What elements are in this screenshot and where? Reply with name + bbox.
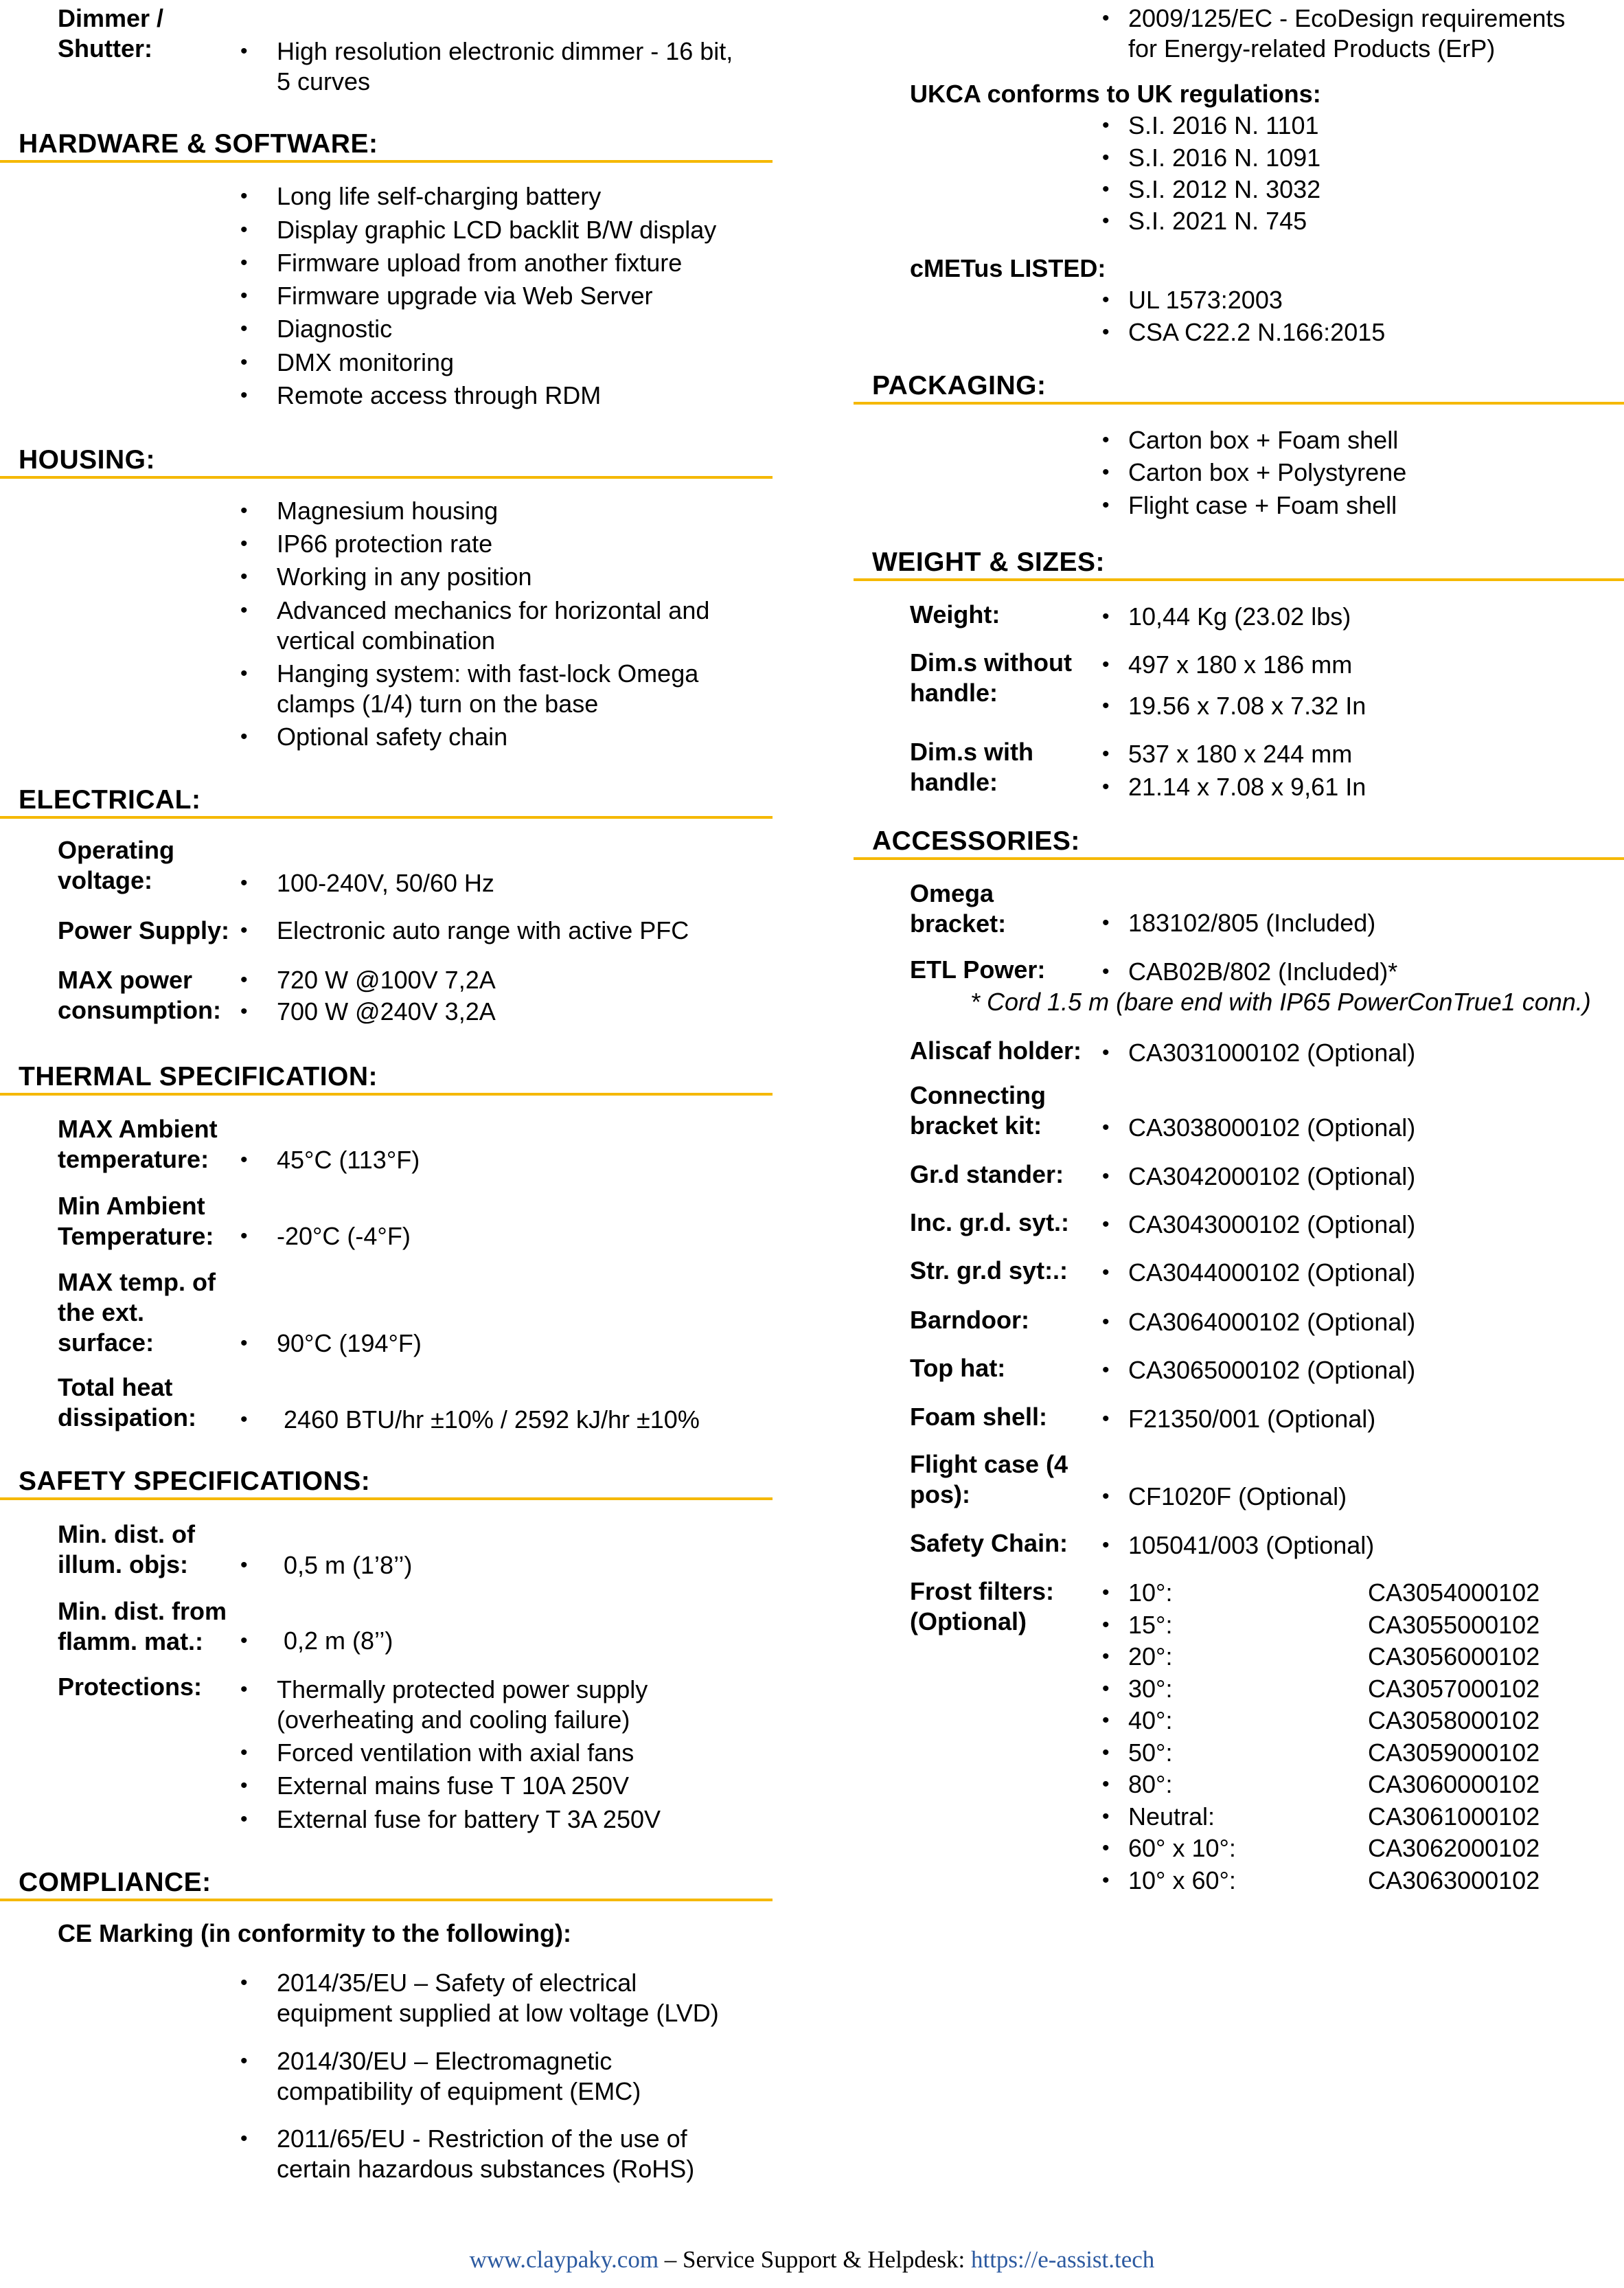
frost-name: 15°: [1128,1610,1173,1639]
section-title: SAFETY SPECIFICATIONS: [19,1466,371,1496]
section-rule [854,578,1624,581]
bullet-icon: • [240,317,248,340]
list-item: 720 W @100V 7,2A [277,966,496,994]
footer-site-link[interactable]: www.claypaky.com [469,2246,659,2273]
bullet-icon: • [240,1148,248,1171]
bullet-icon: • [1102,1613,1110,1636]
frost-name: Neutral: [1128,1802,1215,1831]
bullet-icon: • [240,1629,248,1652]
row-label: Min. dist. of illum. objs: [58,1520,195,1578]
list-item: S.I. 2012 N. 3032 [1128,175,1321,203]
list-item: 19.56 x 7.08 x 7.32 In [1128,692,1366,720]
row-label: Connecting bracket kit: [910,1081,1046,1140]
bullet-icon: • [1102,1213,1110,1236]
bullet-icon: • [240,969,248,991]
list-item: -20°C (-4°F) [277,1222,411,1250]
row-label: Inc. gr.d. syt.: [910,1208,1070,1236]
bullet-icon: • [1102,7,1110,30]
row-label: Safety Chain: [910,1529,1068,1557]
bullet-icon: • [240,1971,248,1994]
bullet-icon: • [240,185,248,207]
footer-helpdesk-link[interactable]: https://e-assist.tech [970,2246,1155,2273]
bullet-icon: • [240,1808,248,1831]
list-item: External fuse for battery T 3A 250V [277,1805,661,1833]
frost-code: CA3056000102 [1368,1642,1540,1670]
bullet-icon: • [240,532,248,555]
bullet-icon: • [1102,1645,1110,1668]
list-item: CF1020F (Optional) [1128,1482,1347,1510]
frost-name: 50°: [1128,1738,1173,1767]
section-title: HOUSING: [19,445,155,475]
list-item: Working in any position [277,563,532,591]
bullet-icon: • [1102,288,1110,311]
frost-code: CA3059000102 [1368,1738,1540,1767]
list-item: CA3031000102 (Optional) [1128,1039,1416,1067]
bullet-icon: • [240,40,248,63]
cmetus-label: cMETus LISTED: [910,254,1106,282]
list-item: CA3042000102 (Optional) [1128,1162,1416,1190]
list-item: Carton box + Polystyrene [1128,458,1407,486]
section-rule [0,1899,773,1901]
bullet-icon: • [1102,775,1110,798]
section-rule [0,476,773,479]
bullet-icon: • [240,599,248,622]
list-item: CA3044000102 (Optional) [1128,1258,1416,1287]
bullet-icon: • [1102,209,1110,232]
list-item: 0,2 m (8’’) [284,1627,393,1655]
list-item: Electronic auto range with active PFC [277,916,689,944]
row-label: MAX temp. of the ext. surface: [58,1268,216,1357]
list-item: S.I. 2021 N. 745 [1128,207,1307,235]
bullet-icon: • [240,1332,248,1355]
frost-name: 30°: [1128,1674,1173,1703]
bullet-icon: • [1102,1359,1110,1381]
row-label: Dimmer / Shutter: [58,4,164,63]
row-label: Min Ambient Temperature: [58,1192,214,1250]
list-item: Long life self-charging battery [277,182,602,210]
frost-code: CA3061000102 [1368,1802,1540,1831]
row-label: ETL Power: [910,955,1046,984]
bullet-icon: • [240,2050,248,2072]
row-label: Dim.s without handle: [910,648,1072,707]
list-item: Firmware upload from another fixture [277,249,683,277]
list-item: 2014/30/EU – Electromagnetic compatibility of equipment (EMC) [277,2047,641,2105]
list-item: Thermally protected power supply (overheating and cooling failure) [277,1675,648,1734]
bullet-icon: • [1102,1407,1110,1430]
bullet-icon: • [1102,694,1110,717]
frost-name: 40°: [1128,1706,1173,1734]
bullet-icon: • [1102,1311,1110,1333]
list-item: Diagnostic [277,315,393,343]
frost-name: 60° x 10°: [1128,1834,1236,1862]
list-item: Firmware upgrade via Web Server [277,282,653,310]
section-title: ELECTRICAL: [19,785,201,815]
bullet-icon: • [1102,461,1110,484]
list-item: 2009/125/EC - EcoDesign requirements for Energy-related Products (ErP) [1128,4,1566,63]
bullet-icon: • [240,1408,248,1431]
row-label: Power Supply: [58,916,230,944]
list-item: UL 1573:2003 [1128,286,1283,314]
section-title: HARDWARE & SOFTWARE: [19,129,378,159]
section-title: ACCESSORIES: [872,826,1080,856]
list-item: Display graphic LCD backlit B/W display [277,216,717,244]
list-item: 537 x 180 x 244 mm [1128,740,1353,768]
bullet-icon: • [240,1554,248,1576]
bullet-icon: • [240,384,248,407]
section-rule [0,1093,773,1096]
list-item: S.I. 2016 N. 1091 [1128,144,1321,172]
list-item: External mains fuse T 10A 250V [277,1771,629,1800]
bullet-icon: • [1102,1868,1110,1892]
bullet-icon: • [240,725,248,748]
bullet-icon: • [1102,653,1110,676]
ce-marking-label: CE Marking (in conformity to the following): [58,1919,571,1947]
ukca-label: UKCA conforms to UK regulations: [910,80,1321,108]
list-item: 700 W @240V 3,2A [277,997,496,1026]
list-item: Hanging system: with fast-lock Omega clamps (1/4) turn on the base [277,659,699,718]
bullet-icon: • [1102,1261,1110,1284]
bullet-icon: • [240,662,248,685]
footer [0,2246,1624,2274]
bullet-icon: • [240,1000,248,1023]
section-rule [0,1497,773,1500]
row-label: Frost filters: (Optional) [910,1577,1055,1635]
frost-code: CA3057000102 [1368,1674,1540,1703]
bullet-icon: • [240,2127,248,2150]
row-label: Foam shell: [910,1403,1048,1431]
bullet-icon: • [1102,1837,1110,1859]
list-item: CAB02B/802 (Included)* [1128,958,1398,986]
bullet-icon: • [1102,146,1110,169]
bullet-icon: • [240,1774,248,1797]
list-item: Advanced mechanics for horizontal and vertical combination [277,596,710,655]
list-item: Remote access through RDM [277,381,602,409]
row-label: Flight case (4 pos): [910,1450,1068,1508]
bullet-icon: • [1102,429,1110,451]
list-item: CA3064000102 (Optional) [1128,1308,1416,1336]
bullet-icon: • [1102,1581,1110,1604]
bullet-icon: • [240,919,248,942]
section-rule [0,160,773,163]
row-label: Omega bracket: [910,879,1007,938]
list-item: Flight case + Foam shell [1128,491,1397,519]
section-rule [854,402,1624,405]
bullet-icon: • [240,499,248,522]
list-item: 497 x 180 x 186 mm [1128,650,1353,679]
row-label: MAX Ambient temperature: [58,1115,218,1173]
bullet-icon: • [1102,1709,1110,1732]
list-item: 2011/65/EU - Restriction of the use of certain hazardous substances (RoHS) [277,2125,695,2183]
row-label: Min. dist. from flamm. mat.: [58,1597,227,1655]
list-item: Carton box + Foam shell [1128,426,1399,454]
frost-name: 80°: [1128,1770,1173,1798]
bullet-icon: • [1102,911,1110,934]
bullet-icon: • [240,872,248,894]
bullet-icon: • [1102,1116,1110,1139]
row-label: Top hat: [910,1354,1006,1382]
list-item: CA3065000102 (Optional) [1128,1356,1416,1384]
frost-name: 20°: [1128,1642,1173,1670]
bullet-icon: • [1102,494,1110,517]
row-label: Aliscaf holder: [910,1037,1082,1065]
bullet-icon: • [240,1225,248,1247]
frost-code: CA3058000102 [1368,1706,1540,1734]
list-item: F21350/001 (Optional) [1128,1405,1376,1433]
bullet-icon: • [240,1678,248,1701]
bullet-icon: • [240,1741,248,1764]
frost-code: CA3060000102 [1368,1770,1540,1798]
bullet-icon: • [1102,743,1110,765]
list-item: Optional safety chain [277,723,508,751]
section-title: THERMAL SPECIFICATION: [19,1062,378,1091]
list-item: 10,44 Kg (23.02 lbs) [1128,602,1351,631]
frost-name: 10°: [1128,1578,1173,1607]
list-item: 2014/35/EU – Safety of electrical equipment supplied at low voltage (LVD) [277,1969,719,2027]
section-title: PACKAGING: [872,371,1047,400]
bullet-icon: • [240,351,248,374]
list-item: 100-240V, 50/60 Hz [277,869,494,897]
list-item: 90°C (194°F) [277,1329,422,1357]
row-label: Gr.d stander: [910,1160,1064,1188]
list-item: 45°C (113°F) [277,1146,420,1174]
list-item: 0,5 m (1’8’’) [284,1551,413,1579]
bullet-icon: • [240,218,248,241]
bullet-icon: • [1102,321,1110,343]
list-item: CA3043000102 (Optional) [1128,1210,1416,1238]
frost-name: 10° x 60°: [1128,1866,1236,1894]
list-item: 105041/003 (Optional) [1128,1531,1375,1559]
frost-code: CA3055000102 [1368,1610,1540,1639]
bullet-icon: • [1102,1677,1110,1700]
frost-code: CA3063000102 [1368,1866,1540,1894]
bullet-icon: • [240,251,248,274]
list-item: CSA C22.2 N.166:2015 [1128,318,1386,346]
list-item: Magnesium housing [277,497,499,525]
list-item: High resolution electronic dimmer - 16 bit, 5 curves [277,37,733,95]
bullet-icon: • [1102,1534,1110,1556]
frost-code: CA3062000102 [1368,1834,1540,1862]
bullet-icon: • [1102,605,1110,628]
list-item: 21.14 x 7.08 x 9,61 In [1128,773,1366,801]
bullet-icon: • [1102,1485,1110,1508]
row-label: Protections: [58,1673,203,1701]
row-label: Weight: [910,600,1000,628]
row-label: Total heat dissipation: [58,1373,197,1431]
row-label: Operating voltage: [58,836,175,894]
list-item: CA3038000102 (Optional) [1128,1113,1416,1142]
list-item: IP66 protection rate [277,530,493,558]
bullet-icon: • [240,565,248,588]
list-item: Forced ventilation with axial fans [277,1738,634,1767]
bullet-icon: • [1102,1041,1110,1064]
footer-text: – Service Support & Helpdesk: [659,2246,971,2273]
list-item: 183102/805 (Included) [1128,909,1376,937]
bullet-icon: • [1102,1804,1110,1828]
section-title: COMPLIANCE: [19,1868,211,1897]
bullet-icon: • [1102,1773,1110,1796]
row-label: Barndoor: [910,1306,1029,1334]
bullet-icon: • [1102,1165,1110,1188]
bullet-icon: • [1102,1741,1110,1764]
row-label: Dim.s with handle: [910,738,1034,796]
list-item: DMX monitoring [277,348,455,376]
section-rule [854,857,1624,860]
row-label: Str. gr.d syt:.: [910,1256,1068,1284]
bullet-icon: • [240,284,248,307]
etl-note: * Cord 1.5 m (bare end with IP65 PowerConTrue1 conn.) [970,988,1591,1016]
frost-code: CA3054000102 [1368,1578,1540,1607]
section-rule [0,816,773,819]
section-title: WEIGHT & SIZES: [872,547,1105,577]
bullet-icon: • [1102,960,1110,983]
bullet-icon: • [1102,114,1110,137]
bullet-icon: • [1102,178,1110,201]
list-item: 2460 BTU/hr ±10% / 2592 kJ/hr ±10% [284,1405,700,1434]
list-item: S.I. 2016 N. 1101 [1128,111,1319,139]
row-label: MAX power consumption: [58,966,221,1024]
